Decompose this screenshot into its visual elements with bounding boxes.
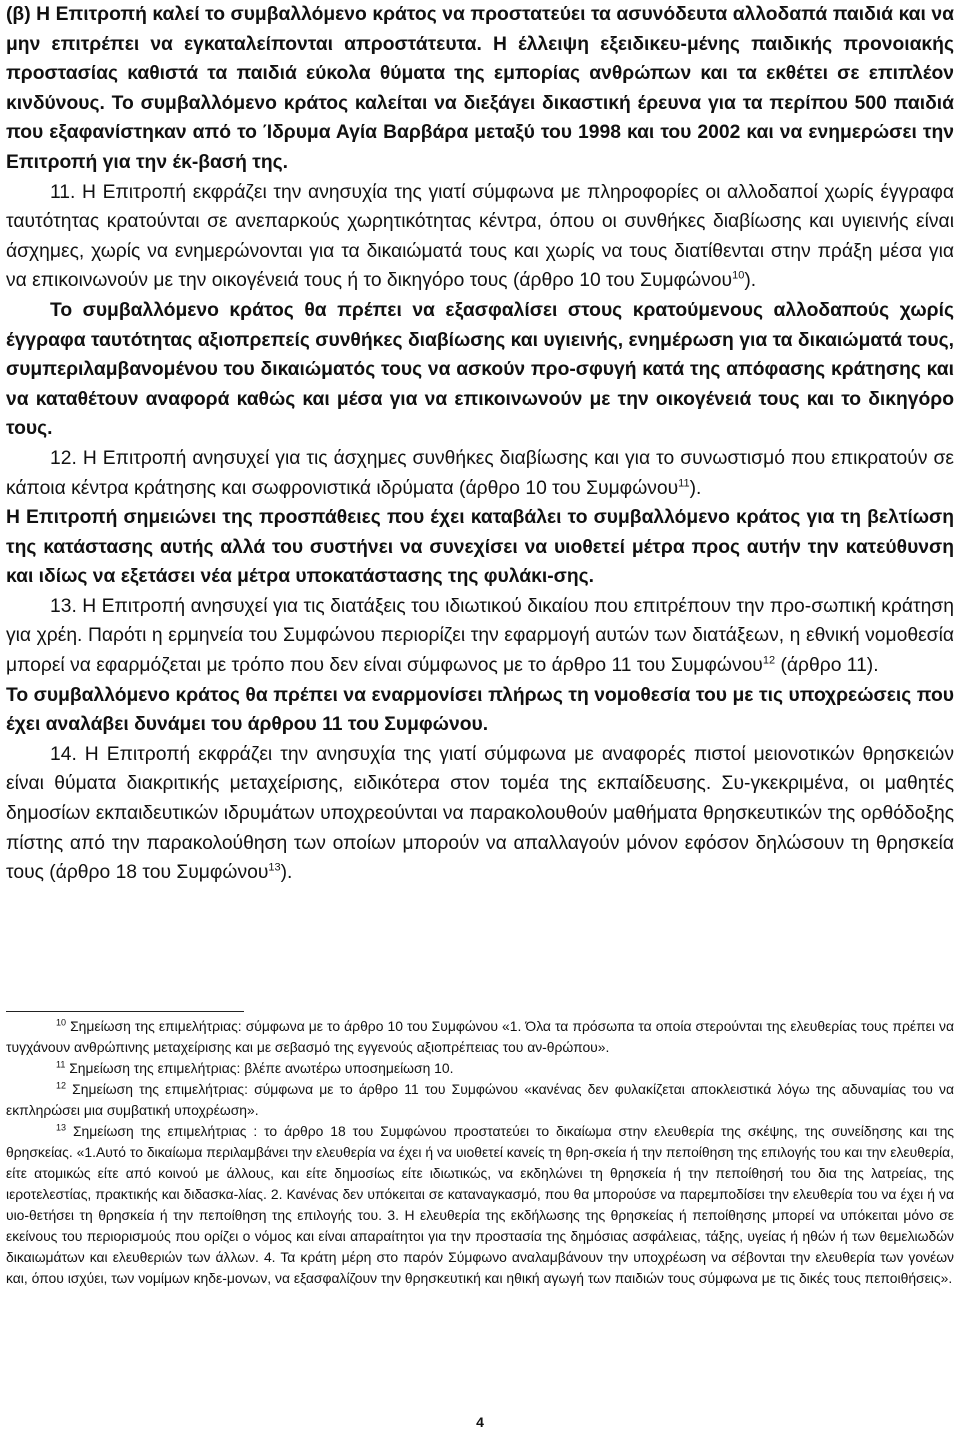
main-text <box>6 0 954 888</box>
paragraph-12-recommendation: Η Επιτροπή σημειώνει της προσπάθειες που έχει καταβάλει το συμβαλλόμενο κράτος για τη βελτίωση της κατάστασης αυτής αλλά του συστήνει να συνεχίσει να υιοθετεί μέτρα προς αυτήν την κατεύθυνση και ιδίως να εξετάσει νέα μέτρα υποκατάστασης της φυλάκι-σης. <box>6 507 954 588</box>
footnote-ref-13[interactable]: 13 <box>268 861 281 874</box>
paragraph-11 <box>6 178 954 296</box>
paragraph-13-end: (άρθρο 11). <box>775 655 879 677</box>
footnote-number: 13 <box>56 1122 67 1133</box>
footnote-text: Σημείωση της επιμελήτριας: βλέπε ανωτέρω υποσημείωση 10. <box>65 1060 454 1076</box>
footnote-number: 12 <box>56 1080 67 1091</box>
footnotes <box>6 1016 954 1289</box>
page-number: 4 <box>476 1414 484 1430</box>
footnote-ref-12[interactable]: 12 <box>762 654 776 667</box>
footnote-text: Σημείωση της επιμελήτριας : το άρθρο 18 του Συμφώνου προστατεύει το δικαίωμα στην ελευθερία της σκέψης, της συνείδησης και της θρησκείας. «1.Αυτό το δικαίωμα περιλαμβάνει την ελευθερία να έχει ή να υιοθετεί κανείς τη θρη-σκεία ή την πεποίθηση της επιλογής του και την ελευθερία, είτε ατομικώς είτε από κοινού με άλλους, και είτε δημοσίως είτε ιδιωτικώς, να εκδηλώνει τη θρησκεία ή την πεποίθησή του δια της λατρείας, της ιεροτελεστίας, πρακτικής και διδασκα-λίας. 2. Κανένας δεν υπόκειται σε καταναγκασμό, που θα μπορούσε να παρεμποδίσει την ελευθερία του να έχει ή να υιο-θετήσει τη θρησκεία ή την πεποίθηση της επιλογής του. 3. Η ελευθερία της εκδήλωσης της θρησκείας ή πεποίθησης μπορεί να υπόκειται μόνο σε εκείνους του περιορισμούς που ορίζει ο νόμος και είναι απαραίτητοι για την προστασία της δημόσιας ασφάλειας, τάξης, υγείας ή ηθών ή των θεμελιωδών δικαιωμάτων και ελευθεριών των άλλων. 4. Τα κράτη μέρη στο παρόν Σύμφωνο αναλαμβάνουν την υποχρέωση να σέβονται την ελευθερία των γονέων και, όπου ισχύει, των νομίμων κηδε-μονων, να εξασφαλίζουν την θρησκευτική και ηθική αγωγή των παιδιών τους σύμφωνα με τις δικές τους πεποιθήσεις». <box>6 1123 954 1286</box>
paragraph-11-recommendation: Το συμβαλλόμενο κράτος θα πρέπει να εξασφαλίσει στους κρατούμενους αλλοδαπούς χωρίς έγγραφα ταυτότητας αξιοπρεπείς συνθήκες διαβίωσης και υγιεινής, ενημέρωση για τα δικαιώματά τους, συμπεριλαμβανομένου του δικαιώματός τους να ασκούν προ-σφυγή κατά της απόφασης κράτησης και να καταθέτουν αναφορά καθώς και μέσα για να επικοινωνούν με την οικογένειά τους και το δικηγόρο τους. <box>6 299 954 440</box>
paragraph-13-text: 13. Η Επιτροπή ανησυχεί για τις διατάξεις του ιδιωτικού δικαίου που επιτρέπουν την προ-σωπική κράτηση για χρέη. Παρότι η ερμηνεία του Συμφώνου περιορίζει την εφαρμογή αυτών των διατάξεων, η εθνική νομοθεσία μπορεί να εφαρμόζεται με τρόπο που δεν είναι σύμφωνος με το άρθρο 11 του Συμφώνου <box>6 595 954 677</box>
paragraph-14 <box>6 740 954 888</box>
footnote-separator <box>6 1011 244 1012</box>
footnote <box>6 1121 954 1289</box>
footnote-text: Σημείωση της επιμελήτριας: σύμφωνα με το άρθρο 11 του Συμφώνου «κανένας δεν φυλακίζεται αποκλειστικά λόγω της αδυναμίας του να εκπληρώσει μια συμβατική υποχρέωση». <box>6 1081 954 1118</box>
paragraph-10b: (β) Η Επιτροπή καλεί το συμβαλλόμενο κράτος να προστατεύει τα ασυνόδευτα αλλοδαπά παιδιά και να μην επιτρέπει να εγκαταλείπονται απροστάτευτα. Η έλλειψη εξειδικευ-μένης παιδικής προνοιακής προστασίας καθιστά τα παιδιά εύκολα θύματα της εμπορίας ανθρώπων και τα εκθέτει σε επιπλέον κινδύνους. Το συμβαλλόμενο κράτος καλείται να διεξάγει δικαστική έρευνα για τα περίπου 500 παιδιά που εξαφανίστηκαν από το Ίδρυμα Αγία Βαρβάρα μεταξύ του 1998 και του 2002 και να ενημερώσει την Επιτροπή για την έκ-βασή της. <box>6 4 954 173</box>
footnote <box>6 1016 954 1058</box>
footnote-number: 11 <box>56 1059 66 1070</box>
paragraph-12-end: ). <box>689 477 702 499</box>
footnote-ref-10[interactable]: 10 <box>732 269 745 282</box>
paragraph-14-text: 14. Η Επιτροπή εκφράζει την ανησυχία της γιατί σύμφωνα με αναφορές πιστοί μειονοτικών θρησκειών είναι θύματα διακριτικής μεταχείρισης, ειδικότερα στον τομέα της εκπαίδευσης. Συ-γκεκριμένα, οι μαθητές δημοσίων εκπαιδευτικών ιδρυμάτων υποχρεούνται να παρακολουθούν μαθήματα θρησκευτικών της ορθόδοξης πίστης από την παρακολούθηση των οποίων μπορούν να απαλλαγούν μόνον εφόσον δηλώσουν τη θρησκεία τους (άρθρο 18 του Συμφώνου <box>6 743 954 884</box>
footnote-ref-11[interactable]: 11 <box>678 477 690 490</box>
footnote-number: 10 <box>56 1017 67 1028</box>
footnote <box>6 1079 954 1121</box>
paragraph-13-recommendation: Το συμβαλλόμενο κράτος θα πρέπει να εναρμονίσει πλήρως τη νομοθεσία του με τις υποχρεώσεις που έχει αναλάβει δυνάμει του άρθρου 11 του Συμφώνου. <box>6 684 954 736</box>
paragraph-13 <box>6 592 954 681</box>
paragraph-12-text: 12. Η Επιτροπή ανησυχεί για τις άσχημες συνθήκες διαβίωσης και για το συνωστισμό που επικρατούν σε κάποια κέντρα κράτησης και σωφρονιστικά ιδρύματα (άρθρο 10 του Συμφώνου <box>6 447 954 499</box>
paragraph-14-end: ). <box>280 862 293 884</box>
footnote-text: Σημείωση της επιμελήτριας: σύμφωνα με το άρθρο 10 του Συμφώνου «1. Όλα τα πρόσωπα τα οποία στερούνται της ελευθερίας τους πρέπει να τυγχάνουν ανθρώπινης μεταχείρισης και με σεβασμό της εγγενούς αξιοπρέπειας του αν-θρώπου». <box>6 1018 954 1055</box>
paragraph-12 <box>6 444 954 503</box>
paragraph-11-end: ). <box>744 270 757 292</box>
paragraph-11-text: 11. Η Επιτροπή εκφράζει την ανησυχία της γιατί σύμφωνα με πληροφορίες οι αλλοδαποί χωρίς έγγραφα ταυτότητας κρατούνται σε ανεπαρκούς χωρητικότητας κέντρα, όπου οι συνθήκες διαβίωσης και υγιεινής είναι άσχημες, χωρίς να ενημερώνονται για τα δικαιώματά τους και χωρίς να τους διατίθενται στην πράξη μέσα για να επικοινωνούν με την οικογένειά τους ή το δικηγόρο τους (άρθρο 10 του Συμφώνου <box>6 181 954 292</box>
footnote <box>6 1058 954 1079</box>
